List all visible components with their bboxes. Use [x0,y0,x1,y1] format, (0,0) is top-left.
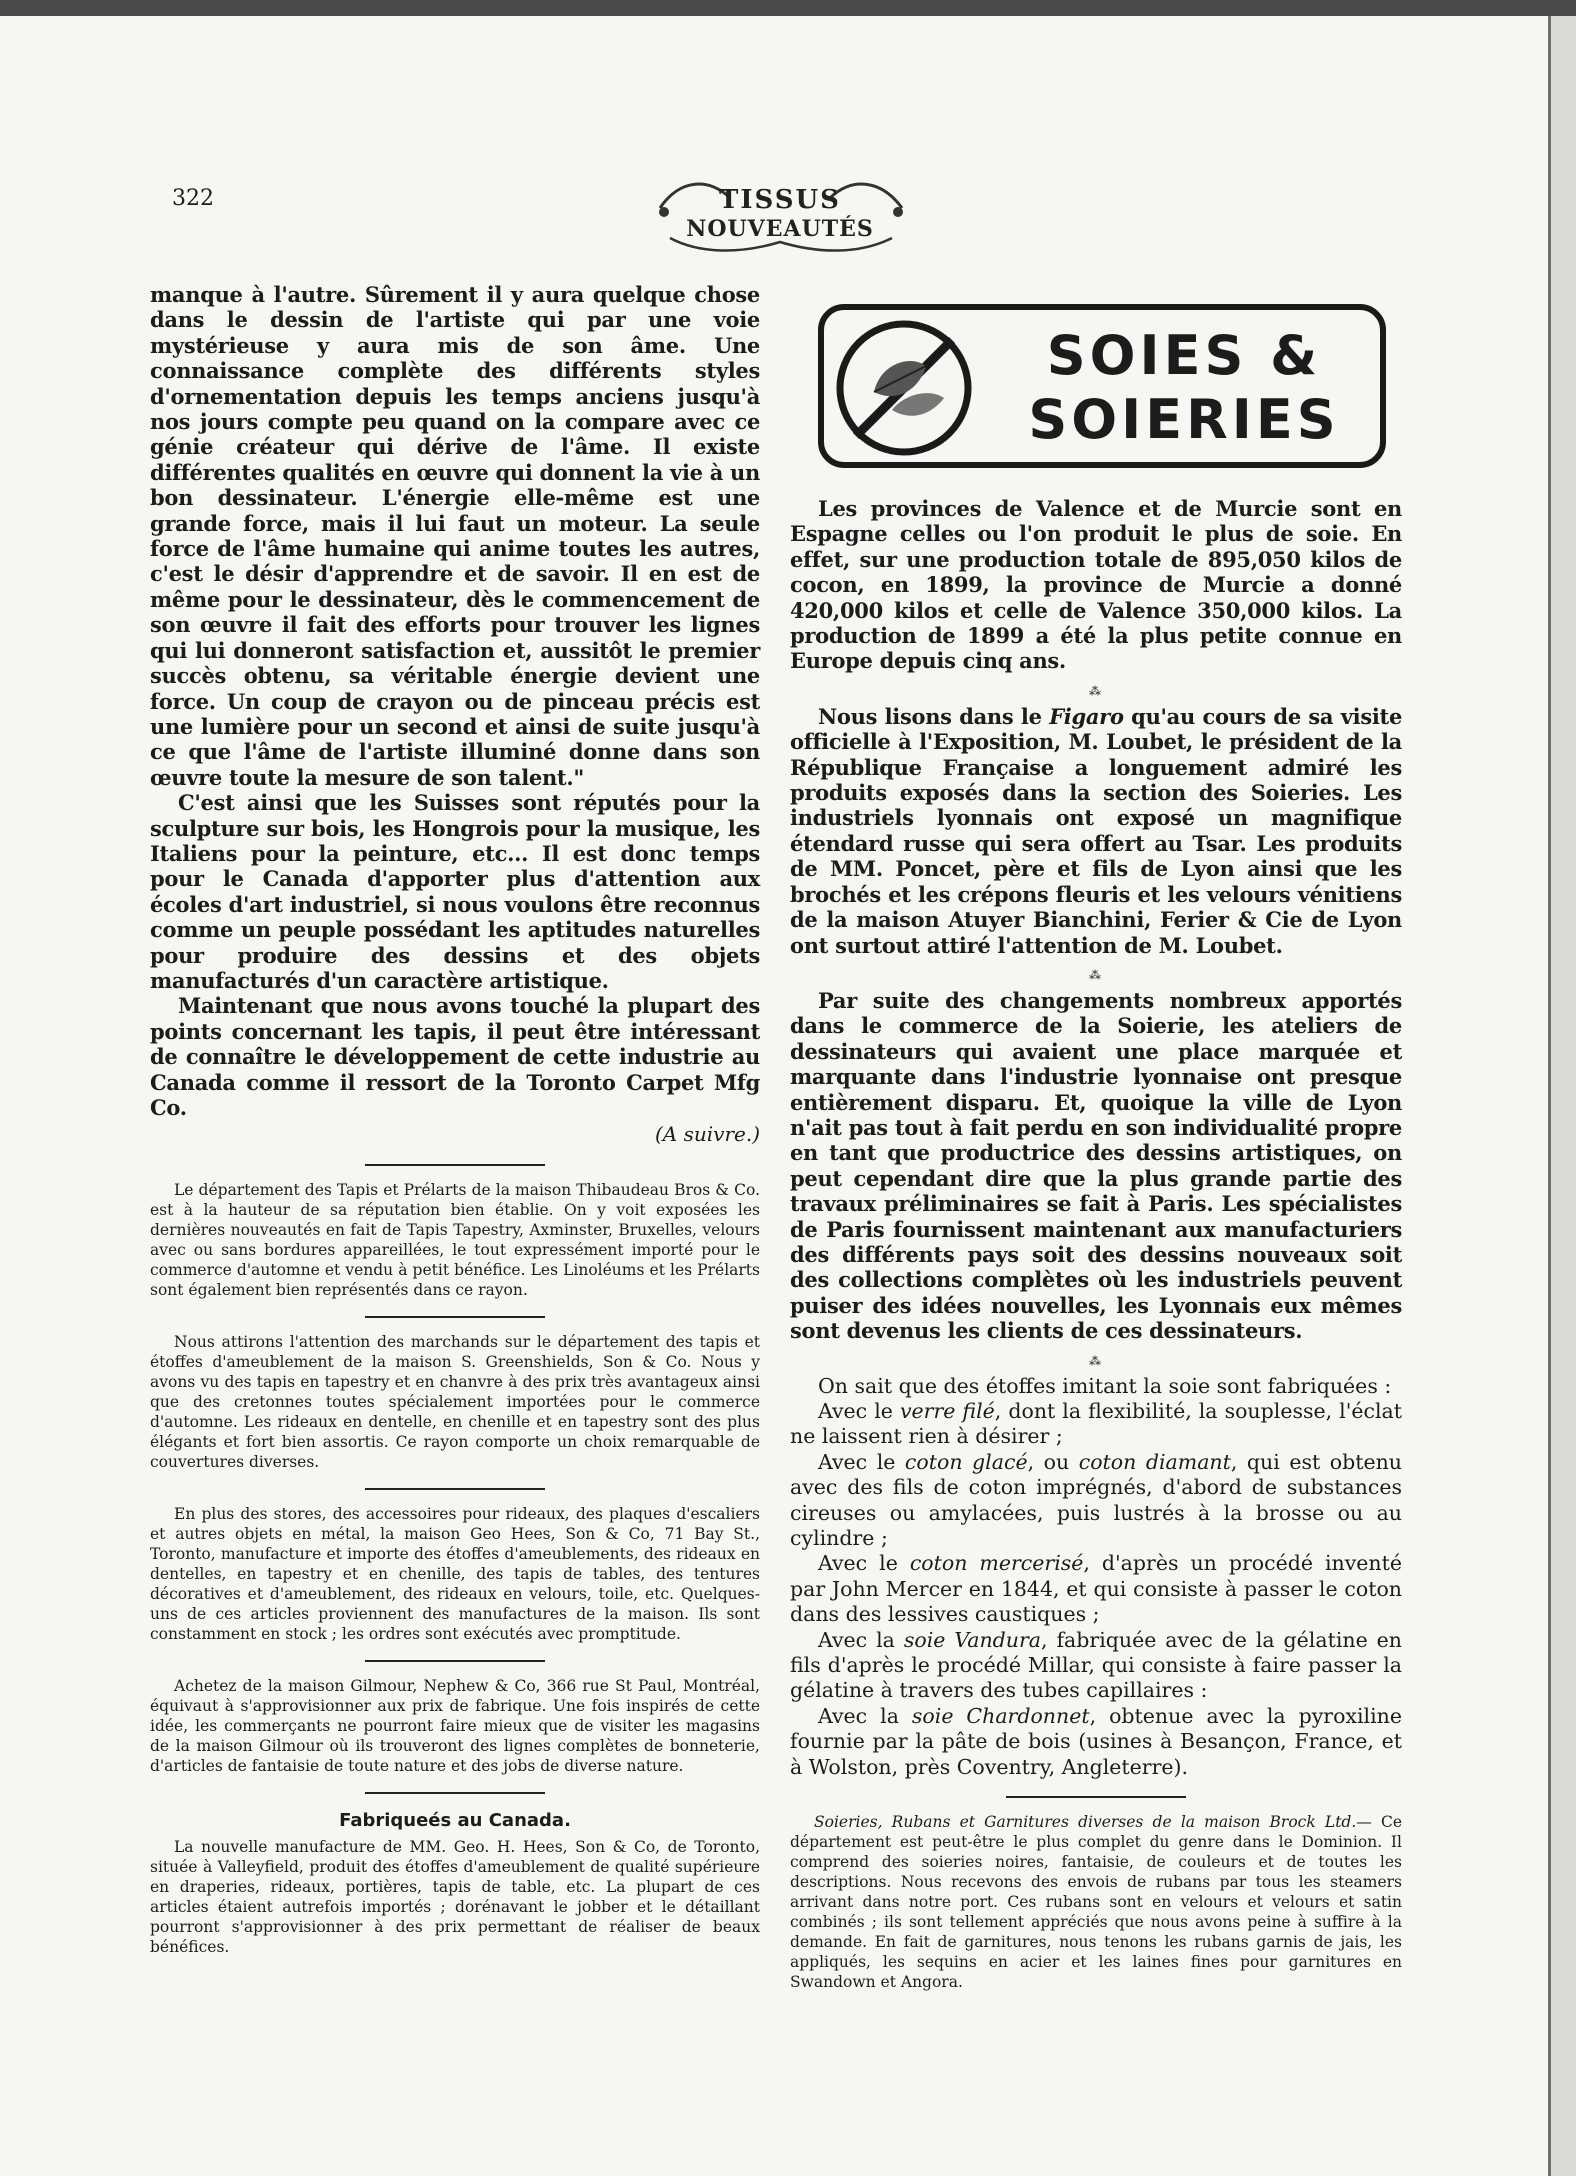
page-edge [1548,16,1576,2176]
asterism-divider: ⁂ [1089,683,1103,698]
divider [365,1792,545,1794]
masthead-text: TISSUS [719,185,841,215]
asterism-divider: ⁂ [1089,967,1103,982]
article-paragraph: Maintenant que nous avons touché la plupart des points concernant les tapis, il peut être intéressant de connaître le développement de cette industrie au Canada comme il ressort de la Toronto Carpet Mfg Co. [150,993,760,1120]
article-paragraph: On sait que des étoffes imitant la soie sont fabriquées : [818,1373,1392,1398]
article-paragraph: Avec le coton glacé, ou coton diamant, qui est obtenu avec des fils de coton imprégnés, d'abord de substances cireuses ou amylacées, puis lustrés à la brosse ou au cylindre ; [790,1449,1402,1551]
svg-text:NOUVEAUTÉS: NOUVEAUTÉS [686,216,874,242]
article-paragraph: Avec la soie Vandura, fabriquée avec de la gélatine en fils d'après le procédé Millar, qui consiste à faire passer la gélatine à travers des tubes capillaires : [790,1627,1402,1703]
banner-title-line1: SOIES & [1046,324,1322,387]
article-paragraph: Nous lisons dans le Figaro qu'au cours de sa visite officielle à l'Exposition, M. Loubet, le président de la République Française a longuement admiré les produits exposés dans la section des Soieries. Les industriels lyonnais ont exposé un magnifique étendard russe qui sera offert au Tsar. Les produits de MM. Poncet, père et fils de Lyon ainsi que les brochés et les crépons fleuris et les velours vénitiens de la maison Atuyer Bianchini, Ferier & Cie de Lyon ont surtout attiré l'attention de M. Loubet. [790,703,1403,958]
scan-top-border [0,0,1576,16]
asterism-divider: ⁂ [1089,1353,1103,1368]
page-number: 322 [172,186,214,211]
divider [365,1660,545,1662]
divider [365,1316,545,1318]
article-paragraph: Avec la soie Chardonnet, obtenue avec la pyroxiline fournie par la pâte de bois (usines à Besançon, France, et à Wolston, près Coventry, Angleterre). [790,1703,1403,1779]
article-paragraph: manque à l'autre. Sûrement il y aura quelque chose dans le dessin de l'artiste qui par une voie mystérieuse y aura mis de son âme. Une connaissance complète des différents styles d'ornementation depuis les temps anciens jusqu'à nos jours compte peu quand on la compare avec ce génie créateur qui dérive de l'âme. Il existe différentes qualités en œuvre qui donnent la vie à un bon dessinateur. L'énergie elle-même est une grande force, mais il lui faut un moteur. La seule force de l'âme humaine qui anime toutes les autres, c'est le désir d'apprendre et de savoir. Il en est de même pour le dessinateur, dès le commencement de son œuvre il fait des efforts pour trouver les lignes qui lui donneront satisfaction et, aussitôt le premier succès obtenu, sa véritable énergie devient une force. Un coup de crayon ou de pinceau précis est une lumière pour un second et ainsi de suite jusqu'à ce que l'âme de l'artiste illuminé donne dans son œuvre toute la mesure de son talent." [150,282,760,790]
banner-title-line2: SOIERIES [1028,388,1340,451]
left-column [150,282,760,1957]
news-item: Soieries, Rubans et Garnitures diverses de la maison Brock Ltd.— Ce département est peut-être le plus complet du genre dans le Dominion. Il comprend des soieries noires, fantaisie, de couleurs et de toutes les descriptions. Nous recevons des envois de rubans par tous les steamers arrivant dans notre port. Ces rubans sont en velours et velours et satin combinés ; ils sont tellement appréciés que nous avons peine à suffire à la demande. En fait de garnitures, nous tenons les rubans garnis de jais, les appliqués, les sequins en acier et les laines fines pour garnitures en Swandown et Angora. [790,1813,1402,1992]
divider [365,1164,545,1166]
banner-title [994,324,1374,452]
masthead-logo [640,168,920,258]
divider [1006,1796,1186,1798]
article-paragraph: Par suite des changements nombreux apportés dans le commerce de la Soierie, les ateliers de dessinateurs qui avaient une place marquée et marquante dans l'industrie lyonnaise ont presque entièrement disparu. Et, quoique la ville de Lyon n'ait pas tout à fait perdu en son individualité propre en tant que productrice des dessins artistiques, on peut cependant dire que la plus grande partie des travaux préliminaires se fait à Paris. Les spécialistes de Paris fournissent maintenant aux manufacturiers des différents pays soit des dessins nouveaux soit des collections complètes où les industriels peuvent puiser des idées nouvelles, les Lyonnais eux mêmes sont devenus les clients de ces dessinateurs. [790,987,1402,1344]
news-item: La nouvelle manufacture de MM. Geo. H. Hees, Son & Co, de Toronto, située à Valleyfield, produit des étoffes d'ameublement de qualité supérieure en draperies, rideaux, portières, tapis de table, etc. La plupart de ces articles étaient autrefois importés ; dorénavant le jobber et le détaillant pourront s'approvisionner à des prix permettant de réaliser de beaux bénéfices. [150,1837,760,1956]
article-paragraph: Les provinces de Valence et de Murcie sont en Espagne celles ou l'on produit le plus de soie. En effet, sur une production totale de 895,050 kilos de cocon, en 1899, la province de Murcie a donné 420,000 kilos et celle de Valence 350,000 kilos. La production de 1899 a été la plus petite connue en Europe depuis cinq ans. [790,496,1402,674]
news-item: Achetez de la maison Gilmour, Nephew & Co, 366 rue St Paul, Montréal, équivaut à s'approvisionner aux prix de fabrique. Une fois inspirés de cette idée, les commerçants ne pourront faire mieux que de visiter les magasins de la maison Gilmour où ils trouveront des lignes complètes de bonneterie, d'articles de fantaisie de toute nature et des jobs de diverse nature. [150,1676,760,1775]
continued-note: (A suivre.) [655,1122,760,1147]
right-column [790,496,1402,1992]
masthead-ornament-icon [640,168,920,258]
news-item: Le département des Tapis et Prélarts de la maison Thibaudeau Bros & Co. est à la hauteur de sa réputation bien établie. On y voit exposées les dernières nouveautés en fait de Tapis Tapestry, Axminster, Bruxelles, velours avec ou sans bordures appareillées, le tout expressément importé pour le commerce d'automne et vendu à petit bénéfice. Les Linoléums et les Prélarts sont également bien représentés dans ce rayon. [150,1180,760,1299]
article-paragraph: C'est ainsi que les Suisses sont réputés pour la sculpture sur bois, les Hongrois pour la musique, les Italiens pour la peinture, etc... Il est donc temps pour le Canada d'apporter plus d'attention aux écoles d'art industriel, si nous voulons être reconnus comme un peuple possédant les aptitudes naturelles pour produire des dessins et des objets manufacturés d'un caractère artistique. [150,790,760,993]
news-item: En plus des stores, des accessoires pour rideaux, des plaques d'escaliers et autres objets en métal, la maison Geo Hees, Son & Co, 71 Bay St., Toronto, manufacture et importe des étoffes d'ameublements, des rideaux en dentelles, en tapestry et en chenille, des tapis de tables, des tentures décoratives et d'ameublement, des rideaux en velours, toile, etc. Quelques-uns de ces articles proviennent des manufactures de la maison. Ils sont constamment en stock ; les ordres sont exécutés avec promptitude. [150,1504,760,1643]
section-heading: Fabriqueés au Canada. [339,1809,571,1831]
divider [365,1488,545,1490]
news-item: Nous attirons l'attention des marchands sur le département des tapis et étoffes d'ameublement de la maison S. Greenshields, Son & Co. Nous y avons vu des tapis en tapestry et en chanvre à des prix très avantageux ainsi que des cretonnes toutes spécialement importées pour le commerce d'automne. Les rideaux en dentelle, en chenille et en tapestry sont des plus élégants et fort bien assortis. Ce rayon comporte un choix remarquable de couvertures diverses. [150,1332,760,1471]
article-paragraph: Avec le coton mercerisé, d'après un procédé inventé par John Mercer en 1844, et qui consiste à passer le coton dans des lessives caustiques ; [790,1551,1402,1627]
article-paragraph: Avec le verre filé, dont la flexibilité, la souplesse, l'éclat ne laissent rien à désirer ; [790,1399,1402,1449]
silk-leaf-emblem-icon [834,318,974,458]
section-banner [818,304,1386,468]
